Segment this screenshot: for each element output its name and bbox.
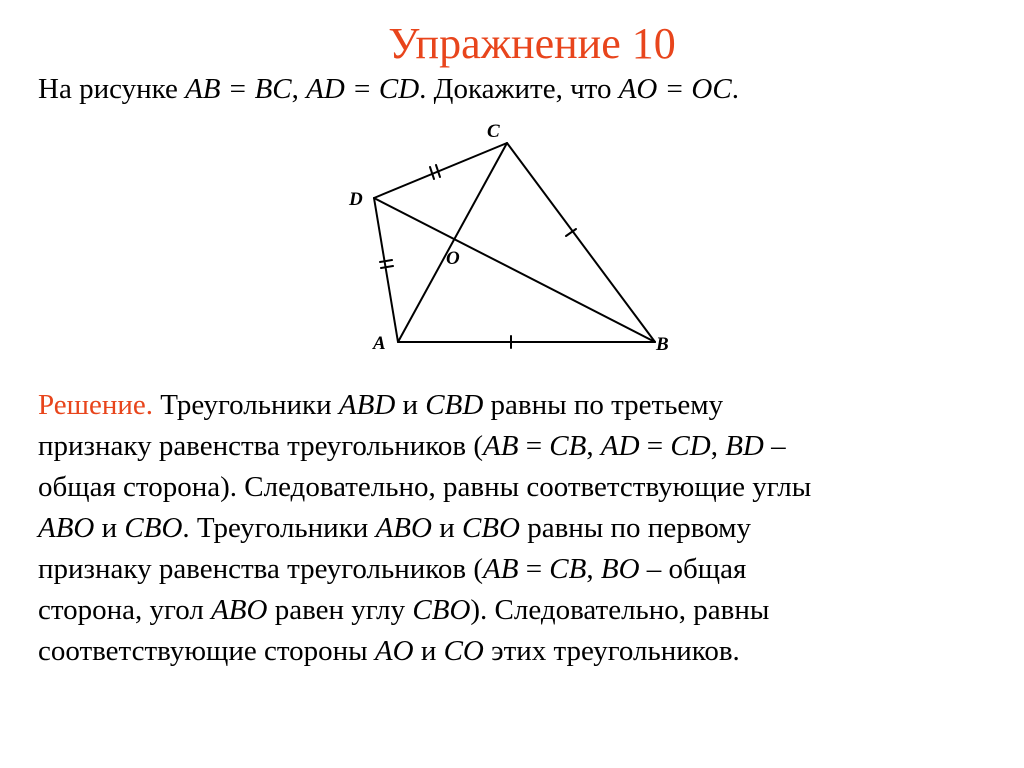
solution-text-run: , (586, 430, 601, 462)
solution-text-run: – общая (639, 553, 747, 585)
tick-da-2 (381, 266, 393, 268)
solution-text-run: и (395, 389, 426, 421)
math-term: ABO (38, 512, 95, 544)
solution-text-run: сторона, угол (38, 594, 212, 626)
math-term: CBO (124, 512, 183, 544)
math-term: CBO (412, 594, 471, 626)
math-term: AD (600, 430, 640, 462)
diagonal-bd (374, 198, 655, 342)
page-title: Упражнение 10 (388, 19, 676, 68)
solution-text-run: равны по первому (519, 512, 751, 544)
math-term: CD (670, 430, 711, 462)
math-term: AB (483, 430, 519, 462)
diagonal-ac (398, 143, 507, 342)
math-term: CB (549, 430, 587, 462)
solution-text (38, 385, 998, 672)
solution-text-run: = (639, 430, 671, 462)
solution-text-run: Треугольники (152, 389, 339, 421)
tick-da-1 (380, 260, 392, 262)
solution-text-run: равен углу (267, 594, 413, 626)
label-b: B (656, 334, 669, 355)
problem-prove: . Докажите, что (419, 73, 619, 105)
label-d: D (349, 189, 363, 210)
solution-text-run: и (431, 512, 462, 544)
solution-text-run: признаку равенства треугольников ( (38, 553, 483, 585)
math-term: BO (600, 553, 640, 585)
solution-line (38, 631, 998, 672)
label-a: A (373, 333, 386, 354)
solution-text-run: , (710, 430, 726, 462)
solution-line (38, 508, 998, 549)
solution-text-run: , (586, 553, 601, 585)
math-term: CBD (425, 389, 484, 421)
solution-text-run: . Треугольники (182, 512, 376, 544)
problem-comma: , (291, 73, 307, 105)
solution-text-run: соответствующие стороны (38, 635, 375, 667)
solution-line (38, 426, 998, 467)
segment-bc (507, 143, 655, 342)
segment-da (374, 198, 398, 342)
solution-heading: Решение. (38, 389, 153, 421)
segment-cd (374, 143, 507, 198)
solution-text-run: = (518, 553, 550, 585)
problem-eq-ad-cd: AD = CD (306, 73, 420, 105)
solution-line (38, 549, 998, 590)
solution-text-run: этих треугольников. (483, 635, 740, 667)
math-term: AB (483, 553, 519, 585)
math-term: CB (549, 553, 587, 585)
solution-text-run: = (518, 430, 550, 462)
math-term: ABD (338, 389, 396, 421)
math-term: CO (443, 635, 484, 667)
solution-text-run: общая сторона). Следовательно, равны соответствующие углы (38, 471, 812, 503)
solution-text-run: – (763, 430, 786, 462)
problem-eq-ab-bc: AB = BC (185, 73, 292, 105)
solution-line (38, 590, 998, 631)
label-o: O (446, 248, 460, 269)
solution-text-run: ). Следовательно, равны (470, 594, 770, 626)
solution-text-run: признаку равенства треугольников ( (38, 430, 483, 462)
solution-line (38, 385, 998, 426)
problem-intro: На рисунке (38, 73, 186, 105)
math-term: CBO (461, 512, 520, 544)
math-term: ABO (375, 512, 432, 544)
problem-end: . (731, 73, 739, 105)
problem-eq-ao-oc: AO = OC (618, 73, 732, 105)
solution-text-run: и (413, 635, 444, 667)
label-c: C (487, 121, 500, 142)
math-term: BD (725, 430, 764, 462)
math-term: ABO (211, 594, 268, 626)
solution-line (38, 467, 998, 508)
solution-text-run: равны по третьему (483, 389, 724, 421)
math-term: AO (374, 635, 414, 667)
solution-text-run: и (94, 512, 125, 544)
